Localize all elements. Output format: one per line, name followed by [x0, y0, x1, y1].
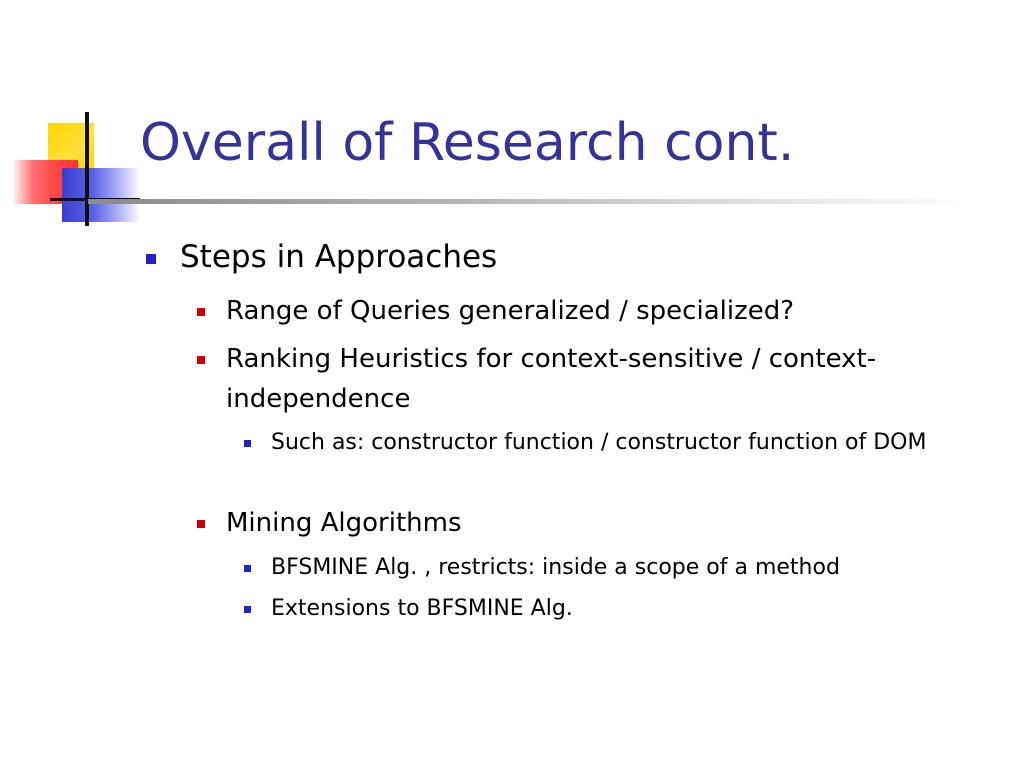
bullet-item-level1: [180, 236, 1000, 278]
bullet-text: Such as: constructor function / constructor function of DOM: [271, 430, 927, 455]
bullet-text: Mining Algorithms: [226, 508, 462, 538]
bullet-text: Ranking Heuristics for context-sensitive / context-independence: [226, 344, 877, 414]
square-bullet-icon: [146, 254, 156, 264]
bullet-item-level3: [271, 591, 971, 626]
bullet-item-level3: [271, 425, 971, 460]
bullet-text: BFSMINE Alg. , restricts: inside a scope of a method: [271, 555, 840, 580]
square-bullet-icon: [197, 520, 205, 528]
bullet-item-level2: [226, 291, 996, 331]
bullet-item-level2: [226, 339, 996, 419]
bullet-text: Range of Queries generalized / specialized?: [226, 296, 795, 326]
bullet-item-level3: [271, 550, 971, 585]
square-bullet-icon: [244, 606, 251, 613]
square-bullet-icon: [244, 440, 251, 447]
bullet-item-level2: [226, 503, 996, 543]
square-bullet-icon: [197, 308, 205, 316]
slide-title: Overall of Research cont.: [140, 113, 795, 173]
bullet-text: Steps in Approaches: [180, 239, 498, 275]
square-bullet-icon: [197, 356, 205, 364]
square-bullet-icon: [244, 565, 251, 572]
bullet-text: Extensions to BFSMINE Alg.: [271, 596, 573, 621]
